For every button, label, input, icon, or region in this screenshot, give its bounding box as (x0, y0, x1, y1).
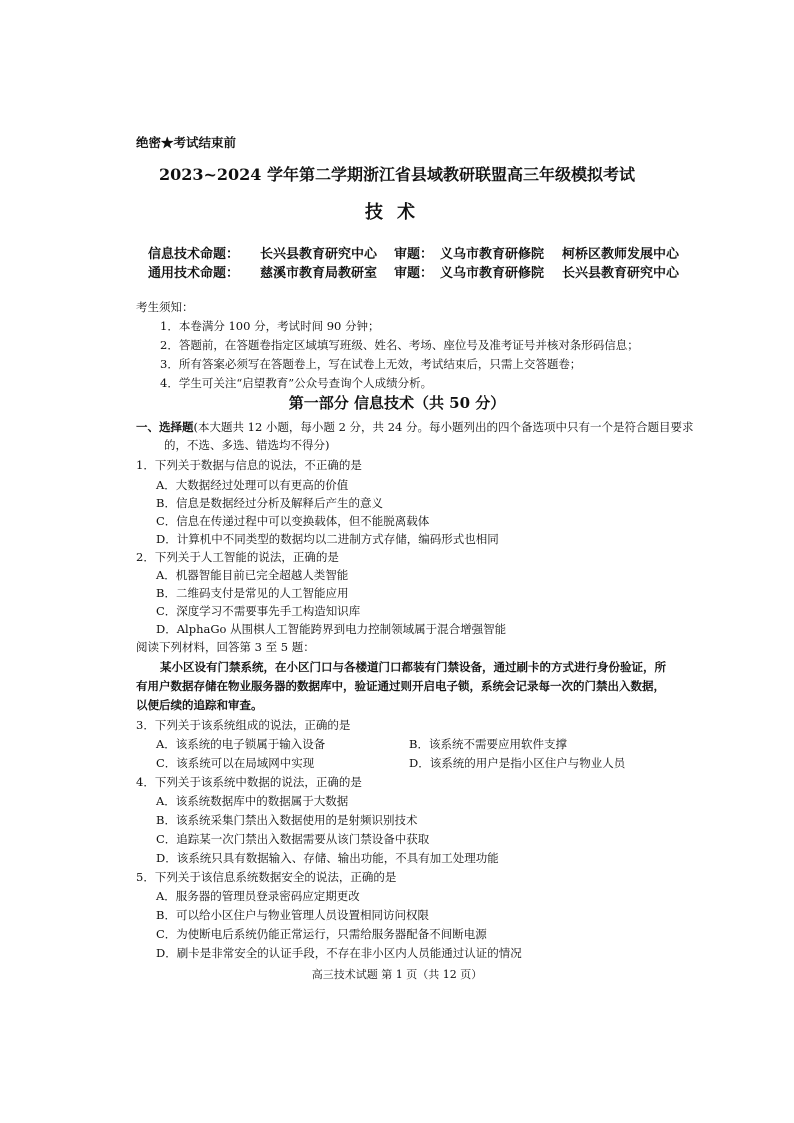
credit-org: 长兴县教育研究中心 (260, 247, 378, 262)
question-stem: 2．下列关于人工智能的说法，正确的是 (136, 550, 339, 564)
page-footer: 高三技术试题 第 1 页（共 12 页） (311, 968, 483, 981)
section-text-cont: 的，不选、多选、错选均不得分) (164, 438, 330, 452)
review-org-1: 义乌市教育研修院 (440, 247, 545, 262)
option-d: D．AlphaGo 从围棋人工智能跨界到电力控制领域属于混合增强智能 (156, 622, 507, 636)
option-c: C．为使断电后系统仍能正常运行，只需给服务器配备不间断电源 (156, 927, 487, 941)
option-c: C．该系统可以在局域网中实现 (156, 756, 315, 770)
reading-text: 某小区设有门禁系统，在小区门口与各楼道门口都装有门禁设备，通过刷卡的方式进行身份验证，所 (160, 660, 666, 674)
option-b: B．该系统不需要应用软件支撑 (409, 737, 567, 751)
option-d: D．该系统只具有数据输入、存储、输出功能，不具有加工处理功能 (156, 851, 499, 865)
subject-title: 技术 (365, 202, 429, 223)
option-d: D．计算机中不同类型的数据均以二进制方式存储，编码形式也相同 (156, 532, 499, 546)
reading-text: 以便后续的追踪和审查。 (136, 698, 263, 712)
notice-item: 3．所有答案必须写在答题卷上，写在试卷上无效，考试结束后，只需上交答题卷； (160, 357, 582, 371)
reading-text: 有用户数据存储在物业服务器的数据库中，验证通过则开启电子锁，系统会记录每一次的门禁出入数据， (136, 679, 665, 693)
option-a: A．该系统数据库中的数据属于大数据 (156, 794, 349, 808)
notice-item: 4．学生可关注“启望教育”公众号查询个人成绩分析。 (160, 376, 433, 390)
exam-title: 2023~2024 学年第二学期浙江省县域教研联盟高三年级模拟考试 (158, 165, 636, 184)
credit-org: 慈溪市教育局教研室 (260, 266, 378, 281)
notice-item: 1．本卷满分 100 分，考试时间 90 分钟； (160, 319, 380, 333)
section-intro (136, 419, 694, 435)
review-org-2: 柯桥区教师发展中心 (562, 247, 680, 262)
option-c: C．追踪某一次门禁出入数据需要从该门禁设备中获取 (156, 832, 430, 846)
option-b: B．可以给小区住户与物业管理人员设置相同访问权限 (156, 908, 429, 922)
question-stem: 4．下列关于该系统中数据的说法，正确的是 (136, 775, 362, 789)
question-stem: 5．下列关于该信息系统数据安全的说法，正确的是 (136, 870, 397, 884)
review-label: 审题： (394, 266, 434, 281)
option-b: B．该系统采集门禁出入数据使用的是射频识别技术 (156, 813, 418, 827)
section-lead: 一、选择题 (136, 420, 194, 434)
option-d: D．该系统的用户是指小区住户与物业人员 (409, 756, 626, 770)
notice-heading: 考生须知： (136, 300, 194, 314)
section-text: (本大题共 12 小题，每小题 2 分，共 24 分。每小题列出的四个备选项中只有一个是符合题目要求 (193, 420, 694, 434)
option-a: A．机器智能目前已完全超越人类智能 (156, 568, 349, 582)
reading-intro: 阅读下列材料，回答第 3 至 5 题： (136, 640, 315, 654)
credit-row-general (148, 262, 708, 280)
option-b: B．信息是数据经过分析及解释后产生的意义 (156, 496, 383, 510)
option-b: B．二维码支付是常见的人工智能应用 (156, 586, 349, 600)
option-c: C．深度学习不需要事先手工构造知识库 (156, 604, 361, 618)
credit-label: 通用技术命题： (148, 266, 240, 281)
option-a: A．大数据经过处理可以有更高的价值 (156, 478, 349, 492)
option-a: A．该系统的电子锁属于输入设备 (156, 737, 326, 751)
option-d: D．刷卡是非常安全的认证手段，不存在非小区内人员能通过认证的情况 (156, 946, 522, 960)
option-c: C．信息在传递过程中可以变换载体，但不能脱离载体 (156, 514, 430, 528)
secret-label: 绝密★考试结束前 (136, 135, 237, 150)
review-org-2: 长兴县教育研究中心 (562, 266, 680, 281)
review-org-1: 义乌市教育研修院 (440, 266, 545, 281)
review-label: 审题： (394, 247, 434, 262)
credit-row-info (148, 243, 708, 261)
question-stem: 3．下列关于该系统组成的说法，正确的是 (136, 718, 351, 732)
notice-item: 2．答题前，在答题卷指定区域填写班级、姓名、考场、座位号及准考证号并核对条形码信息； (160, 338, 639, 352)
credit-label: 信息技术命题： (148, 247, 240, 262)
question-stem: 1．下列关于数据与信息的说法，不正确的是 (136, 458, 362, 472)
option-a: A．服务器的管理员登录密码应定期更改 (156, 889, 360, 903)
part-title: 第一部分 信息技术（共 50 分） (288, 394, 506, 412)
